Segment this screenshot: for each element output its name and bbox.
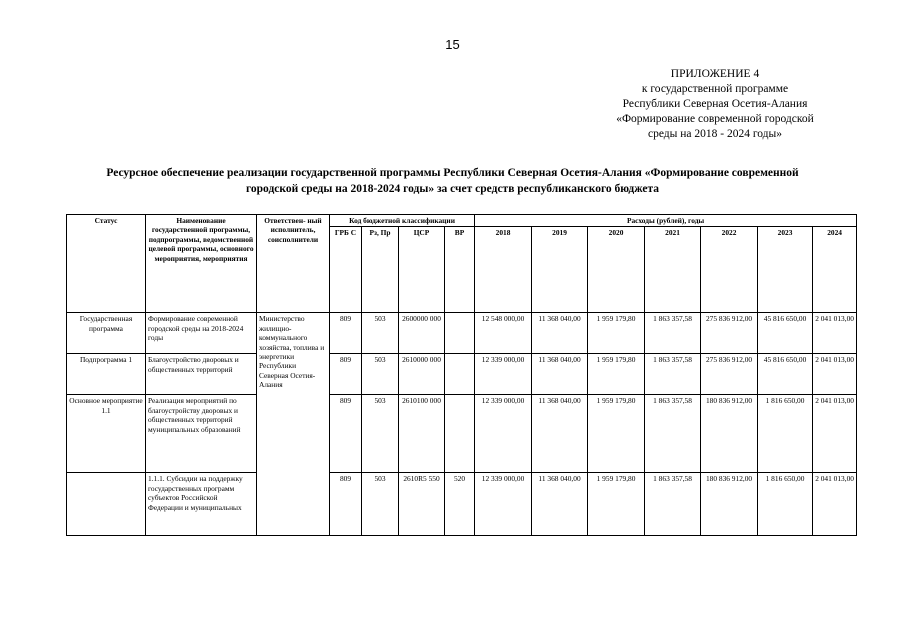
document-title [50,165,855,197]
cell-status: Подпрограмма 1 [67,354,146,395]
cell-rzpr: 503 [362,313,399,354]
header-expenses: Расходы (рублей), годы [475,215,857,227]
header-year: 2020 [588,227,645,313]
cell-value: 12 339 000,00 [475,473,532,536]
table-row [67,395,857,473]
cell-value: 1 863 357,58 [645,395,701,473]
cell-value: 2 041 013,00 [813,313,857,354]
cell-value: 1 816 650,00 [758,473,813,536]
cell-value: 1 959 179,80 [588,395,645,473]
cell-value: 12 339 000,00 [475,354,532,395]
header-name: Наименование государственной программы, подпрограммы, ведомственной целевой программы, основного мероприятия, мероприятия [146,215,257,313]
table-row [67,313,857,354]
cell-value: 1 863 357,58 [645,473,701,536]
cell-csr: 2610000 000 [399,354,445,395]
cell-name: Формирование современной городской среды на 2018-2024 годы [146,313,257,354]
header-year: 2022 [701,227,758,313]
cell-value: 11 368 040,00 [532,395,588,473]
cell-status: Основное мероприятие 1.1 [67,395,146,473]
header-year: 2024 [813,227,857,313]
header-status: Статус [67,215,146,313]
cell-name: 1.1.1. Субсидии на поддержку государственных программ субъектов Российской Федерации и муниципальных [146,473,257,536]
cell-vr [445,313,475,354]
appendix-line: среды на 2018 - 2024 годы» [647,128,783,140]
table-row [67,473,857,536]
cell-value: 45 816 650,00 [758,354,813,395]
appendix-line: «Формирование современной городской [616,113,814,125]
cell-value: 11 368 040,00 [532,354,588,395]
header-vr: ВР [445,227,475,313]
cell-rzpr: 503 [362,354,399,395]
appendix-header [600,67,830,142]
header-budget-code: Код бюджетной классификации [330,215,475,227]
cell-value: 180 836 912,00 [701,395,758,473]
appendix-line: Республики Северная Осетия-Алания [622,98,808,110]
cell-value: 1 959 179,80 [588,354,645,395]
cell-grbs: 809 [330,354,362,395]
cell-status: Государственная программа [67,313,146,354]
cell-value: 12 339 000,00 [475,395,532,473]
header-grbs: ГРБ С [330,227,362,313]
cell-status [67,473,146,536]
cell-value: 1 816 650,00 [758,395,813,473]
cell-vr [445,354,475,395]
cell-vr [445,395,475,473]
table-row [67,354,857,395]
cell-grbs: 809 [330,313,362,354]
cell-grbs: 809 [330,395,362,473]
cell-value: 2 041 013,00 [813,354,857,395]
header-year: 2021 [645,227,701,313]
cell-value: 1 863 357,58 [645,313,701,354]
cell-value: 180 836 912,00 [701,473,758,536]
title-line: городской среды на 2018-2024 годы» за счет средств республиканского бюджета [245,183,660,195]
cell-value: 275 836 912,00 [701,313,758,354]
cell-vr: 520 [445,473,475,536]
cell-value: 1 959 179,80 [588,473,645,536]
title-line: Ресурсное обеспечение реализации государственной программы Республики Северная Осетия-Алания «Формирование современной [106,167,799,179]
header-responsible: Ответствен- ный исполнитель, соисполнители [257,215,330,313]
cell-name: Реализация мероприятий по благоустройству дворовых и общественных территорий муниципальных образований [146,395,257,473]
cell-csr: 2600000 000 [399,313,445,354]
header-rzpr: Рз, Пр [362,227,399,313]
header-year: 2019 [532,227,588,313]
cell-value: 2 041 013,00 [813,395,857,473]
cell-value: 275 836 912,00 [701,354,758,395]
cell-rzpr: 503 [362,473,399,536]
cell-value: 1 959 179,80 [588,313,645,354]
cell-value: 12 548 000,00 [475,313,532,354]
header-year: 2023 [758,227,813,313]
cell-value: 1 863 357,58 [645,354,701,395]
cell-value: 2 041 013,00 [813,473,857,536]
header-csr: ЦСР [399,227,445,313]
resource-table [66,214,857,536]
cell-rzpr: 503 [362,395,399,473]
cell-responsible: Министерство жилищно- коммунального хозяйства, топлива и энергетики Республики Северная Осетия-Алания [257,313,330,536]
page-number: 15 [445,37,460,52]
appendix-line: ПРИЛОЖЕНИЕ 4 [670,68,760,80]
cell-grbs: 809 [330,473,362,536]
cell-value: 45 816 650,00 [758,313,813,354]
cell-csr: 2610R5 550 [399,473,445,536]
appendix-line: к государственной программе [641,83,789,95]
cell-name: Благоустройство дворовых и общественных территорий [146,354,257,395]
cell-csr: 2610100 000 [399,395,445,473]
cell-value: 11 368 040,00 [532,313,588,354]
header-year: 2018 [475,227,532,313]
cell-value: 11 368 040,00 [532,473,588,536]
